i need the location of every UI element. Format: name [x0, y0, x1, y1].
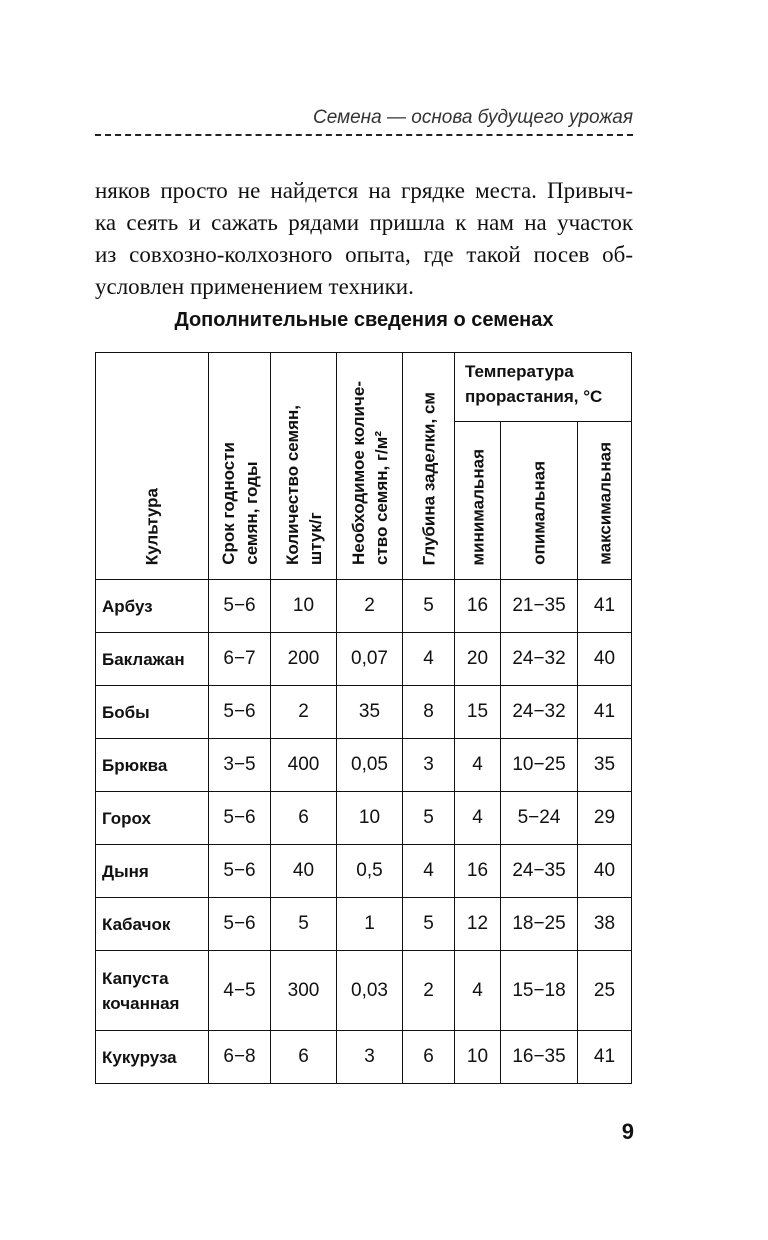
cell-shelf-life: 3−5 — [209, 739, 271, 792]
cell-seed-rate: 3 — [337, 1031, 403, 1084]
cell-seed-rate: 35 — [337, 686, 403, 739]
cell-temp-opt: 15−18 — [501, 951, 578, 1031]
table-row — [96, 1031, 632, 1084]
cell-seed-rate: 0,5 — [337, 845, 403, 898]
seed-data-table — [95, 352, 632, 1084]
cell-shelf-life: 5−6 — [209, 898, 271, 951]
body-paragraph — [95, 175, 633, 303]
cell-temp-opt: 21−35 — [501, 580, 578, 633]
cell-temp-min: 20 — [455, 633, 501, 686]
cell-seed-rate: 1 — [337, 898, 403, 951]
cell-temp-opt: 24−35 — [501, 845, 578, 898]
cell-shelf-life: 5−6 — [209, 686, 271, 739]
cell-depth: 5 — [403, 580, 455, 633]
cell-temp-max: 35 — [578, 739, 632, 792]
table-row — [96, 898, 632, 951]
cell-crop: Горох — [96, 792, 209, 845]
cell-crop: Капуста кочанная — [96, 951, 209, 1031]
cell-depth: 2 — [403, 951, 455, 1031]
running-head: Семена — основа будущего урожая — [313, 107, 633, 128]
table-row — [96, 845, 632, 898]
cell-seed-rate: 0,03 — [337, 951, 403, 1031]
cell-temp-opt: 24−32 — [501, 633, 578, 686]
header-temp-opt: опимальная — [501, 422, 578, 580]
cell-depth: 5 — [403, 792, 455, 845]
table-caption: Дополнительные сведения о семенах — [174, 309, 554, 331]
paragraph-line: ка сеять и сажать рядами пришла к нам на участок — [95, 210, 633, 235]
paragraph-line: условлен применением техники. — [95, 274, 414, 299]
cell-shelf-life: 5−6 — [209, 845, 271, 898]
header-seed-count-text: Количество семян, штук/г — [282, 405, 325, 565]
header-germination-temperature: Температура прорастания, °С — [455, 353, 632, 422]
cell-seed-rate: 10 — [337, 792, 403, 845]
cell-depth: 4 — [403, 633, 455, 686]
cell-temp-max: 41 — [578, 1031, 632, 1084]
cell-temp-opt: 10−25 — [501, 739, 578, 792]
cell-crop: Баклажан — [96, 633, 209, 686]
cell-temp-max: 40 — [578, 845, 632, 898]
cell-temp-max: 41 — [578, 686, 632, 739]
cell-shelf-life: 6−8 — [209, 1031, 271, 1084]
cell-seed-count: 300 — [271, 951, 337, 1031]
cell-seed-count: 10 — [271, 580, 337, 633]
cell-seed-count: 200 — [271, 633, 337, 686]
paragraph-line: няков просто не найдется на грядке места. Привыч- — [95, 178, 633, 203]
cell-temp-opt: 5−24 — [501, 792, 578, 845]
header-shelf-life-text: Срок годности семян, годы — [218, 442, 261, 565]
table-row — [96, 792, 632, 845]
table-row — [96, 580, 632, 633]
cell-shelf-life: 6−7 — [209, 633, 271, 686]
cell-seed-count: 40 — [271, 845, 337, 898]
table-body — [96, 580, 632, 1084]
cell-temp-min: 10 — [455, 1031, 501, 1084]
cell-temp-max: 25 — [578, 951, 632, 1031]
cell-temp-max: 41 — [578, 580, 632, 633]
header-seed-rate — [337, 353, 403, 580]
cell-shelf-life: 5−6 — [209, 792, 271, 845]
cell-temp-max: 29 — [578, 792, 632, 845]
header-divider — [95, 134, 633, 136]
page-number: 9 — [621, 1119, 634, 1144]
cell-crop: Арбуз — [96, 580, 209, 633]
cell-seed-rate: 0,07 — [337, 633, 403, 686]
cell-temp-min: 4 — [455, 792, 501, 845]
cell-crop: Дыня — [96, 845, 209, 898]
cell-temp-min: 15 — [455, 686, 501, 739]
cell-depth: 4 — [403, 845, 455, 898]
header-seed-rate-text: Необходимое количе- ство семян, г/м² — [348, 380, 391, 565]
paragraph-line: из совхозно-колхозного опыта, где такой посев об- — [95, 242, 633, 267]
cell-seed-count: 6 — [271, 1031, 337, 1084]
cell-depth: 8 — [403, 686, 455, 739]
cell-depth: 6 — [403, 1031, 455, 1084]
table-row — [96, 686, 632, 739]
cell-temp-min: 16 — [455, 580, 501, 633]
cell-seed-count: 6 — [271, 792, 337, 845]
table-row — [96, 739, 632, 792]
cell-shelf-life: 5−6 — [209, 580, 271, 633]
cell-crop: Брюква — [96, 739, 209, 792]
cell-seed-count: 2 — [271, 686, 337, 739]
header-depth: Глубина заделки, см — [403, 353, 455, 580]
cell-seed-rate: 2 — [337, 580, 403, 633]
cell-temp-max: 40 — [578, 633, 632, 686]
cell-depth: 5 — [403, 898, 455, 951]
cell-seed-count: 5 — [271, 898, 337, 951]
cell-depth: 3 — [403, 739, 455, 792]
header-temp-max: максимальная — [578, 422, 632, 580]
cell-crop: Кабачок — [96, 898, 209, 951]
table-row — [96, 951, 632, 1031]
cell-shelf-life: 4−5 — [209, 951, 271, 1031]
cell-temp-opt: 24−32 — [501, 686, 578, 739]
cell-seed-rate: 0,05 — [337, 739, 403, 792]
cell-temp-opt: 16−35 — [501, 1031, 578, 1084]
header-crop: Культура — [96, 353, 209, 580]
cell-temp-min: 4 — [455, 951, 501, 1031]
header-seed-count — [271, 353, 337, 580]
table-row — [96, 633, 632, 686]
cell-temp-min: 12 — [455, 898, 501, 951]
cell-crop: Кукуруза — [96, 1031, 209, 1084]
cell-crop: Бобы — [96, 686, 209, 739]
header-temp-min: минимальная — [455, 422, 501, 580]
cell-temp-min: 16 — [455, 845, 501, 898]
cell-seed-count: 400 — [271, 739, 337, 792]
cell-temp-max: 38 — [578, 898, 632, 951]
cell-temp-min: 4 — [455, 739, 501, 792]
cell-temp-opt: 18−25 — [501, 898, 578, 951]
header-shelf-life — [209, 353, 271, 580]
